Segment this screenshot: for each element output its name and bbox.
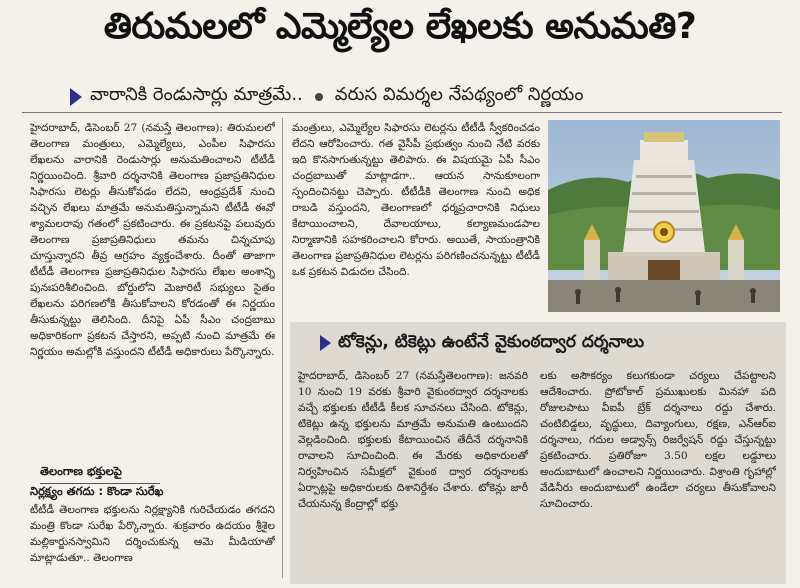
section-byline: నిర్లక్ష్యం తగదు : కొండా సురేఖ: [30, 484, 164, 498]
box-title-text: టోకెన్లు, టికెట్లు ఉంటేనే వైకుంఠద్వార దర్శనాలు: [338, 332, 645, 352]
article-text: హైదరాబాద్, డిసెంబర్ 27 (నమస్తే తెలంగాణ): తిరుమలలో తెలంగాణ మంత్రులు, ఎమ్మెల్యేలు, ఎంపీల సిఫారసు లేఖలను వారానికి రెండుసార్లు అనుమతించాలని టీటీడీ నిర్ణయించింది. శ్రీవారి దర్శనానికి తెలంగాణ ప్రజాప్రతినిధుల సిఫారసు లెటర్లు తీసుకోవడం లేదని, ఆంధ్రప్రదేశ్ నుంచి వచ్చిన లేఖలు మాత్రమే అనుమతిస్తున్నామని టీటీడీ ఈవో శ్యామలరావు గతంలో ప్రకటించారు. ఈ ప్రకటనపై పలువురు తెలంగాణ ప్రజాప్రతినిధులు తమను చిన్నచూపు చూస్తున్నారని తీవ్ర ఆగ్రహం వ్యక్తంచేశారు. దీంతో తాజాగా టీటీడీ తెలంగాణ ప్రజాప్రతినిధుల సిఫారసు లేఖల అంశాన్ని పునఃపరిశీలించింది. బోర్డులోని మెజారిటీ సభ్యులు సైతం లేఖలను పరిగణలోకి తీసుకోవాలని కోరడంతో ఈ నిర్ణయం తీసుకున్నట్టు తెలిసింది. దీనిపై ఏపీ సీఎం చంద్రబాబు అధికారికంగా ప్రకటన చేస్తారని, అప్పటి నుంచి మాత్రమే ఈ నిర్ణయం అమల్లోకి వస్తుందని టీటీడీ అధికారులు పేర్కొన్నారు.: [30, 122, 275, 358]
temple-photo: [548, 120, 780, 312]
article-text: మంత్రులు, ఎమ్మెల్యేల సిఫారసు లెటర్లను టీటీడీ స్వీకరించడం లేదని ఆరోపించారు. గత వైసీపీ ప్రభుత్వం నుంచి నేటి వరకు ఇది కొనసాగుతున్నట్టు తెలిపారు. ఈ విషయమై ఏపీ సీఎం చంద్రబాబుతో మాట్లాడగా.. ఆయన సానుకూలంగా స్పందించినట్టు చెప్పారు. టీటీడీకి తెలంగాణ నుంచి అధిక రాబడి వస్తుందని, తెలంగాణలో ధర్మప్రచారానికి నిధులు కేటాయించాలని, దేవాలయాలు, కల్యాణమండపాల నిర్మాణానికి సహకరించాలని కోరారు. అయితే, సాయంత్రానికి తెలంగాణ ప్రజాప్రతినిధుల లెటర్లను పరిగణించనున్నట్టు టీటీడీ ఒక ప్రకటన విడుదల చేసింది.: [292, 122, 540, 278]
section-label: [40, 464, 160, 484]
arrow-icon: [320, 335, 331, 351]
article-text: టీటీడీ తెలంగాణ భక్తులను నిర్లక్ష్యానికి గురిచేయడం తగదని మంత్రి కొండా సురేఖ పేర్కొన్నారు. శుక్రవారం ఉదయం శ్రీశైల మల్లికార్జునస్వామిని దర్శించుకున్న ఆమె మీడియాతో మాట్లాడుతూ.. తెలంగాణ: [30, 504, 275, 564]
box-text: హైదరాబాద్, డిసెంబర్ 27 (నమస్తేతెలంగాణ): జనవరి 10 నుంచి 19 వరకు శ్రీవారి వైకుంఠద్వార దర్శనాలకు వచ్చే భక్తులకు టీటీడీ కీలక సూచనలు చేసింది. టోకెన్లు, టికెట్లు ఉన్న భక్తులను మాత్రమే అనుమతి ఉంటుందని వెల్లడించింది. భక్తులకు కేటాయించిన తేదీనే దర్శనానికి రావాలని సూచించింది. ఈ మేరకు అధికారులతో నిర్వహించిన సమీక్షలో వైకుంఠ ద్వార దర్శనాలకు ఏర్పాట్లపై అధికారులకు దిశానిర్దేశం చేశారు. టోకెన్లు జారీ చేయనున్న కేంద్రాల్లో భక్తు: [298, 370, 528, 510]
article-column-1: [30, 120, 275, 460]
temple-gopuram-icon: [548, 120, 780, 312]
box-title: [338, 332, 644, 356]
box-column-2: [540, 368, 776, 578]
headline: తిరుమలలో ఎమ్మెల్యేల లేఖలకు అనుమతి?: [103, 6, 697, 47]
subheadline-bar: [70, 84, 760, 109]
arrow-icon: [70, 88, 82, 106]
column-divider: [282, 118, 283, 578]
box-text: లకు అసౌకర్యం కలుగకుండా చర్యలు చేపట్టాలని ఆదేశించారు. ప్రోటోకాల్ ప్రముఖులకు మినహా పది రోజులపాటు వీఐపీ బ్రేక్ దర్శనాలు రద్దు చేశారు. చంటిబిడ్డలు, వృద్ధులు, దివ్యాంగులు, రక్షణ, ఎన్ఆర్ఐ దర్శనాలు, గదుల అడ్వాన్స్ రిజర్వేషన్ రద్దు చేస్తున్నట్టు ప్రకటించారు. ప్రతిరోజూ 3.50 లక్షల లడ్డూలు అందుబాటులో ఉంచాలని నిర్ణయించారు. విశ్రాంతి గృహాల్లో వేడినీరు అందుబాటులో ఉండేలా చర్యలు తీసుకోవాలని సూచించారు.: [540, 370, 776, 510]
article-column-1b: [30, 502, 275, 582]
section-label-text: తెలంగాణ భక్తులపై: [40, 464, 122, 478]
subheadline-right: వరుస విమర్శల నేపథ్యంలో నిర్ణయం: [334, 84, 584, 105]
subheadline-left: వారానికి రెండుసార్లు మాత్రమే..: [90, 84, 303, 105]
article-column-2: [292, 120, 540, 315]
divider: [22, 112, 782, 113]
bullet-icon: [315, 93, 323, 101]
box-column-1: [298, 368, 528, 578]
